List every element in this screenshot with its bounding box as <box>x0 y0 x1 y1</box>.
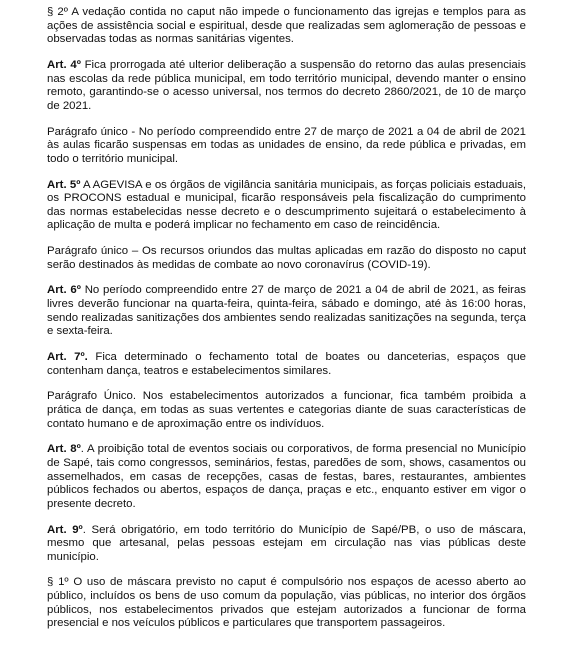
paragraph-text: Fica determinado o fechamento total de boates ou danceterias, espaços que contenham dança, teatros e estabelecimentos similares. <box>47 351 526 377</box>
paragraph-text: Fica prorrogada até ulterior deliberação a suspensão do retorno das aulas presenciais nas escolas da rede pública municipal, em todo território municipal, devendo manter o ensino remoto, garantindo-se o acesso universal, nos termos do decreto 2860/2021, de 10 de março de 2021. <box>47 58 526 112</box>
paragraph-art3-par2 <box>47 6 526 47</box>
paragraph-text: A AGEVISA e os órgãos de vigilância sanitária municipais, as forças policiais estaduais, os PROCONS estadual e municipal, ficarão responsáveis pela fiscalização do cumprimento das normas estabelecidas nesse decreto e o descumprimento sujeitará o estabelecimento à aplicação de multa e poderá implicar no fechamento em caso de reincidência. <box>47 178 526 232</box>
paragraph-lead: Art. 7º. <box>47 351 88 363</box>
paragraph-text: § 2º A vedação contida no caput não impede o funcionamento das igrejas e templos para as ações de assistência social e espiritual, desde que realizadas sem aglomeração de pessoas e observadas todas as normas sanitárias vigentes. <box>47 6 526 46</box>
paragraph-text: § 1º O uso de máscara previsto no caput é compulsório nos espaços de acesso aberto ao público, incluídos os bens de uso comum da população, vias públicas, no interior dos órgãos públicos, nos estabelecimentos privados que estejam autorizados a funcionar de forma presencial e nos veículos públicos e particulares que transportem passageiros. <box>47 576 526 630</box>
paragraph-lead: Art. 5º <box>47 178 81 191</box>
paragraph-art9 <box>47 524 526 565</box>
paragraph-art9-par1 <box>47 576 526 630</box>
paragraph-lead: Art. 9º <box>47 523 83 536</box>
paragraph-art5 <box>47 179 526 233</box>
paragraph-art7 <box>47 351 526 378</box>
paragraph-art7-sole <box>47 390 526 431</box>
paragraph-text: No período compreendido entre 27 de março de 2021 a 04 de abril de 2021, as feiras livres deverão funcionar na quarta-feira, quinta-feira, sábado e domingo, até às 16:00 horas, sendo realizadas sanitizações dos ambientes sendo realizadas sanitizações na segunda, terça e sexta-feira. <box>47 284 526 338</box>
paragraph-lead: Art. 4º <box>47 58 81 71</box>
paragraph-text: Parágrafo único - No período compreendido entre 27 de março de 2021 a 04 de abril de 2021 às aulas ficarão suspensas em todas as unidades de ensino, da rede pública e privadas, em todo o território municipal. <box>47 125 526 165</box>
paragraph-lead: Art. 6º <box>47 284 81 297</box>
paragraph-art4 <box>47 59 526 113</box>
paragraph-art5-sole <box>47 245 526 272</box>
paragraph-text: Parágrafo único – Os recursos oriundos das multas aplicadas em razão do disposto no caput serão destinados às medidas de combate ao novo coronavírus (COVID-19). <box>47 245 526 271</box>
paragraph-art4-sole <box>47 126 526 167</box>
paragraph-text: Parágrafo Único. Nos estabelecimentos autorizados a funcionar, fica também proibida a prática de dança, em todas as suas vertentes e categorias diante de suas características de contato humano e de aproximação entre os indivíduos. <box>47 390 526 430</box>
paragraph-lead: Art. 8º <box>47 443 81 456</box>
paragraph-text: . A proibição total de eventos sociais ou corporativos, de forma presencial no Município de Sapé, tais como congressos, seminários, festas, paredões de som, shows, casamentos ou assemelhados, em casas de recepções, casas de festas, bares, restaurantes, ambientes públicos fechados ou abertos, espaços de dança, praças e etc., enquanto estiver em vigor o presente decreto. <box>47 443 526 510</box>
paragraph-text: . Será obrigatório, em todo território do Município de Sapé/PB, o uso de máscara, mesmo que artesanal, pelas pessoas estejam em circulação nas vias públicas deste município. <box>47 523 526 563</box>
paragraph-art6 <box>47 284 526 338</box>
paragraph-art8 <box>47 443 526 511</box>
